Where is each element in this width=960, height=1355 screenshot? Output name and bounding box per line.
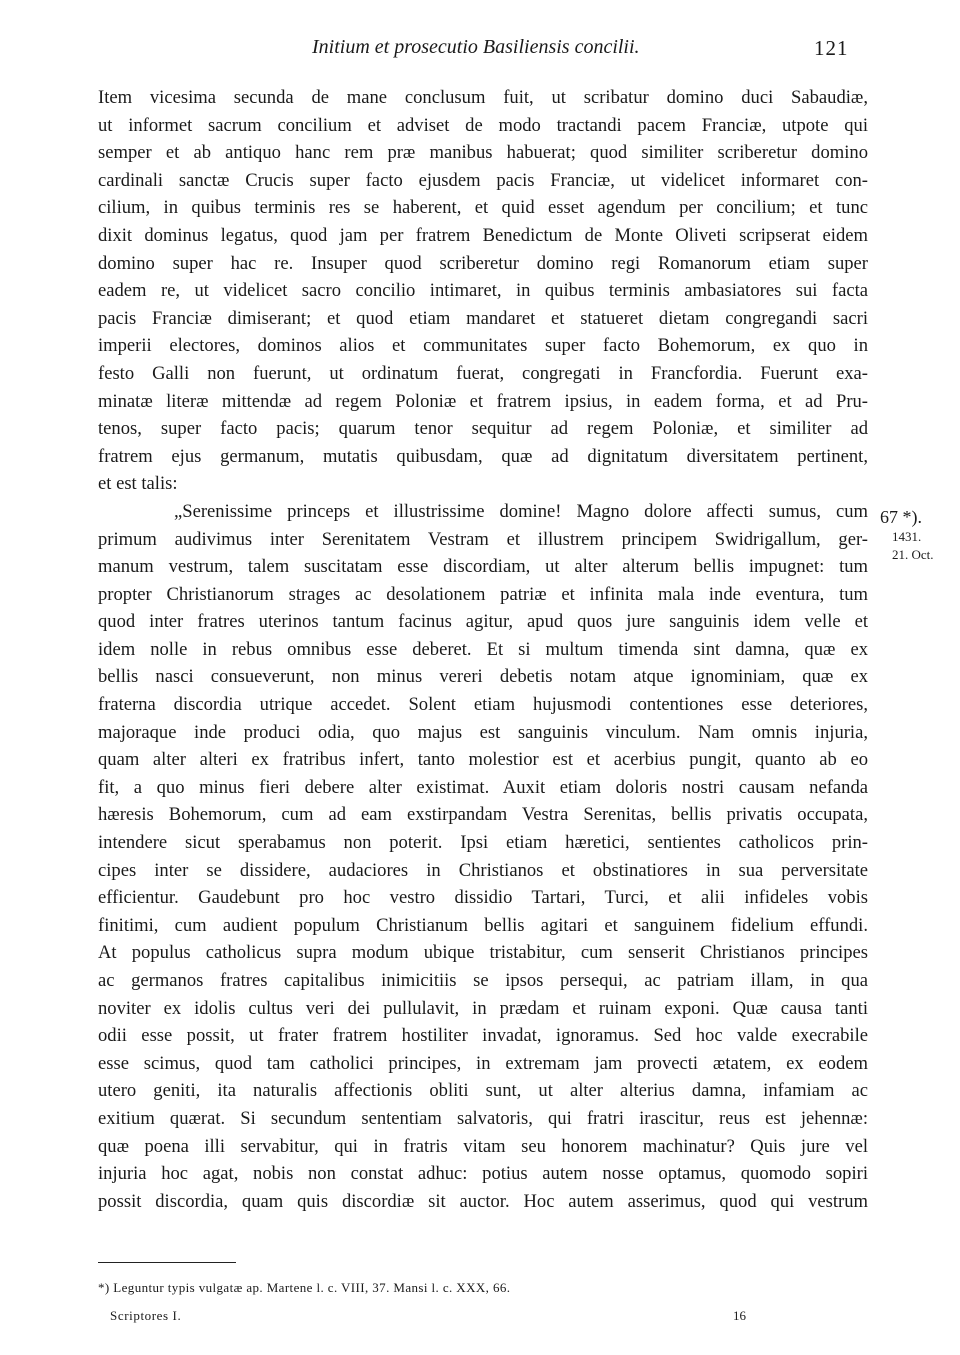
text-line: domino super hac re. Insuper quod scriberetur domino regi Romanorum etiam super [98, 252, 868, 274]
margin-note [880, 508, 950, 564]
body-text [98, 84, 868, 1243]
text-line: et est talis: [98, 473, 178, 495]
text-line: possit discordia, quam quis discordiæ sit auctor. Hoc autem asserimus, quod qui vestrum [98, 1190, 868, 1212]
text-line: festo Galli non fuerunt, ut ordinatum fuerat, congregati in Francfordia. Fuerunt exa- [98, 362, 868, 384]
footnote-divider [98, 1262, 236, 1263]
text-line: Item vicesima secunda de mane conclusum fuit, ut scribatur domino duci Sabaudiæ, [98, 87, 868, 108]
text-line: eadem re, ut videlicet sacro concilio intimaret, in quibus terminis ambasiatores sui facta [98, 280, 868, 302]
text-line: efficientur. Gaudebunt pro hoc vestro dissidio Tartari, Turci, et alii infideles vobis [98, 887, 868, 909]
footnote: *) Leguntur typis vulgatæ ap. Martene l. c. VIII, 37. Mansi l. c. XXX, 66. [98, 1280, 511, 1295]
text-line: quam alter alteri ex fratribus infert, tanto molestior est et acerbius pungit, quanto ab eo [98, 749, 868, 771]
running-title: Initium et prosecutio Basiliensis concilii. [312, 36, 640, 58]
margin-note-date: 21. Oct. [892, 547, 934, 562]
text-line: bellis nasci consueverunt, non minus vereri debetis notam atque ignominiam, quæ ex [98, 666, 868, 688]
text-line: propter Christianorum strages ac desolationem patriæ et infinita mala inde eventura, tum [98, 583, 868, 605]
text-line: fit, a quo minus fieri debere alter existimat. Auxit etiam doloris nostri causam nefanda [98, 776, 868, 798]
text-line: quod inter fratres uterinos tantum facinus agitur, apud quos jure sanguinis idem velle et [98, 611, 868, 633]
text-line: cipes inter se dissidere, audaciores in Christianos et obstinatiores in sua perversitate [98, 859, 868, 881]
text-line: ac germanos fratres capitalibus inimicitiis se ipsos persequi, ac patriam illam, in qua [98, 970, 868, 991]
text-line: fratrem ejus germanum, mutatis quibusdam, quæ ad dignitatum diversitatem pertinent, [98, 445, 868, 467]
text-line: tenos, super facto pacis; quarum tenor sequitur ad regem Poloniæ, et similiter ad [98, 418, 868, 440]
text-line: semper et ab antiquo hanc rem præ manibus habuerat; quod similiter scriberetur domino [98, 142, 868, 164]
text-line: primum audivimus inter Serenitatem Vestram et illustrem principem Swidrigallum, ger- [98, 528, 868, 550]
text-line: pacis Franciæ dimiserant; et quod etiam mandaret et statueret dietam congregandi sacri [98, 307, 868, 329]
text-line: intendere sicut sperabamus non poterit. Ipsi etiam hæretici, sentientes catholicos prin- [98, 832, 868, 854]
text-line: minatæ literæ mittendæ ad regem Poloniæ et fratrem ipsius, in eadem forma, et ad Pru- [98, 390, 868, 412]
text-line: quæ poena illi servabitur, qui in fratris vitam seu honorem machinatur? Quis jure vel [98, 1135, 868, 1157]
signature-number: 16 [733, 1308, 746, 1323]
text-line: dixit dominus legatus, quod jam per fratrem Benedictum de Monte Oliveti scripserat eidem [98, 224, 868, 246]
text-line: utero geniti, ita naturalis affectionis obliti sunt, ut alter alterius damna, infamiam ac [98, 1080, 868, 1102]
text-line: hæresis Bohemorum, cum ad eam exstirpandam Vestra Serenitas, bellis privatis occupata, [98, 804, 868, 826]
margin-note-number: 67 *). [880, 507, 922, 527]
text-line: idem nolle in rebus omnibus esse deberet. Et si multum timenda sint damna, quæ ex [98, 638, 868, 660]
text-line: finitimi, cum audient populum Christianum bellis agitari et sanguinem fidelium effundi. [98, 914, 868, 936]
text-line: noviter ex idolis cultus veri dei pullulavit, in prædam et ruinam exponi. Quæ causa tanti [98, 997, 868, 1019]
text-line: injuria hoc agat, nobis non constat adhuc: potius autem nosse optamus, quomodo sopiri [98, 1163, 868, 1185]
margin-note-year: 1431. [892, 529, 922, 544]
text-line: fraterna discordia utrique accedet. Solent etiam hujusmodi contentiones esse deteriores, [98, 694, 868, 716]
text-line: majoraque inde produci odia, quo majus est sanguinis vinculum. Nam omnis injuria, [98, 721, 868, 743]
text-line: exitium quærat. Si secundum sententiam salvatoris, qui fratri irascitur, reus est jehennæ: [98, 1107, 868, 1129]
page-number: 121 [814, 36, 849, 60]
text-line: odii esse possit, ut frater fratrem hostiliter invadat, ignoramus. Sed hoc valde execrabile [98, 1025, 868, 1047]
text-line: „Serenissime princeps et illustrissime domine! Magno dolore affecti sumus, cum [174, 500, 868, 522]
signature-mark: Scriptores I. [110, 1308, 182, 1323]
text-line: At populus catholicus supra modum ubique tristabitur, cum senserit Christianos principes [98, 942, 868, 964]
text-line: esse scimus, quod tam catholici principes, in extremam jam provecti ætatem, ex eodem [98, 1052, 868, 1074]
text-line: ut informet sacrum concilium et adviset de modo tractandi pacem Franciæ, utpote qui [98, 114, 868, 136]
running-head [0, 36, 960, 66]
text-line: imperii electores, dominos alios et communitates super facto Bohemorum, ex quo in [98, 335, 868, 357]
text-line: cilium, in quibus terminis res se haberent, et quid esset agendum per concilium; et tunc [98, 197, 868, 219]
text-line: manum vestrum, talem suscitatam esse discordiam, ut alter alterum bellis impugnet: tum [98, 556, 868, 578]
text-line [98, 1215, 868, 1243]
text-line: cardinali sanctæ Crucis super facto ejusdem pacis Franciæ, ut videlicet informaret con- [98, 169, 868, 191]
